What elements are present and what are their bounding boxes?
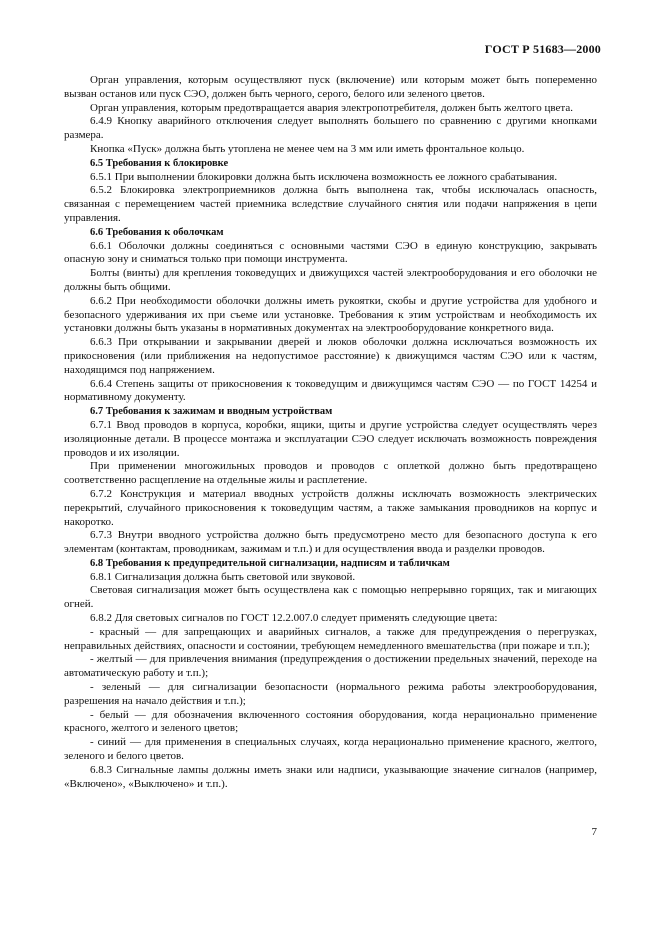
paragraph: 6.8.3 Сигнальные лампы должны иметь знаки или надписи, указывающие значение сигналов (например, «Включено», «Выключено» и т.п.). — [64, 763, 597, 790]
paragraph: - красный — для запрещающих и аварийных сигналов, а также для предупреждения о перегрузках, неправильных действиях, опасности и состоянии, требующем немедленного вмешательства (при пожаре и т.п.); — [64, 625, 597, 652]
paragraph: При применении многожильных проводов и проводов с оплеткой должно быть предотвращено соответственно расщепление на отдельные жилы и расплетение. — [64, 460, 597, 487]
page-number: 7 — [591, 826, 597, 838]
paragraph: - зеленый — для сигнализации безопасности (нормального режима работы электрооборудования, разрешения на начало действия и т.п.); — [64, 681, 597, 707]
section-heading: 6.5 Требования к блокировке — [90, 157, 229, 169]
paragraph: Кнопка «Пуск» должна быть утоплена не менее чем на 3 мм или иметь фронтальное кольцо. — [90, 142, 525, 155]
document-header: ГОСТ Р 51683—2000 — [484, 42, 601, 56]
paragraph: 6.6.3 При открывании и закрывании дверей и люков оболочки должна исключаться возможность их прикосновения (или приближения на недопустимое расстояние) к движущимся частям СЭО или к частям, находящимся под напряжением. — [64, 336, 597, 376]
paragraph: Световая сигнализация может быть осуществлена как с помощью непрерывно горящих, так и мигающих огней. — [64, 584, 597, 611]
section-heading: 6.6 Требования к оболочкам — [90, 226, 224, 238]
paragraph: 6.8.1 Сигнализация должна быть световой или звуковой. — [90, 570, 356, 583]
section-heading: 6.7 Требования к зажимам и вводным устройствам — [90, 406, 333, 418]
paragraph: - белый — для обозначения включенного состояния оборудования, когда нерационально применение красного, желтого и зеленого цветов; — [64, 708, 597, 735]
paragraph: 6.7.2 Конструкция и материал вводных устройств должны исключать возможность электрических перекрытий, случайного прикосновения к токоведущим частям, а также замыкания проводников на корпус и накоротко. — [64, 487, 597, 528]
paragraph: 6.6.2 При необходимости оболочки должны иметь рукоятки, скобы и другие устройства для удобного и безопасного удерживания их при съеме или установке. Требования к этим устройствам и необходимость их установки должны быть указаны в нормативных документах на электрооборудование конкретного вида. — [64, 294, 597, 335]
paragraph: 6.6.4 Степень защиты от прикосновения к токоведущим и движущимся частям СЭО — по ГОСТ 14254 и нормативному документу. — [64, 377, 597, 404]
section-heading: 6.8 Требования к предупредительной сигнализации, надписям и табличкам — [90, 557, 450, 569]
paragraph: 6.4.9 Кнопку аварийного отключения следует выполнять большего по сравнению с другими кнопками размера. — [64, 115, 597, 142]
paragraph: Болты (винты) для крепления токоведущих и движущихся частей электрооборудования и его оболочки не должны быть общими. — [64, 267, 597, 293]
paragraph: Орган управления, которым предотвращается авария электропотребителя, должен быть желтого цвета. — [90, 101, 573, 114]
document-body — [64, 74, 597, 791]
paragraph: 6.7.1 Ввод проводов в корпуса, коробки, ящики, щиты и другие устройства следует осуществлять через изоляционные детали. В процессе монтажа и эксплуатации СЭО следует исключать возможность повреждения проводов и их изоляции. — [64, 418, 597, 459]
paragraph: 6.5.1 При выполнении блокировки должна быть исключена возможность ее ложного срабатывания. — [90, 170, 558, 183]
paragraph: 6.7.3 Внутри вводного устройства должно быть предусмотрено место для безопасного доступа к его элементам (контактам, проводникам, зажимам и т.п.) и для осуществления ввода и разделки проводов. — [64, 529, 597, 556]
paragraph: Орган управления, которым осуществляют пуск (включение) или которым может быть попеременно вызван останов или пуск СЭО, должен быть черного, серого, белого или зеленого цветов. — [64, 74, 597, 100]
paragraph: - синий — для применения в специальных случаях, когда нерационально применение красного, желтого, зеленого и белого цветов. — [64, 736, 597, 763]
paragraph: 6.5.2 Блокировка электроприемников должна быть выполнена так, чтобы исключалась опасность, связанная с перемещением частей приемника вследствие случайного снятия или подачи напряжения в цепи управления. — [64, 184, 597, 224]
paragraph: 6.6.1 Оболочки должны соединяться с основными частями СЭО в единую конструкцию, закрывать опасную зону и сниматься только при помощи инструмента. — [64, 239, 597, 266]
paragraph: 6.8.2 Для световых сигналов по ГОСТ 12.2.007.0 следует применять следующие цвета: — [90, 612, 498, 625]
paragraph: - желтый — для привлечения внимания (предупреждения о достижении предельных значений, переходе на автоматическую работу и т.п.); — [64, 653, 597, 680]
